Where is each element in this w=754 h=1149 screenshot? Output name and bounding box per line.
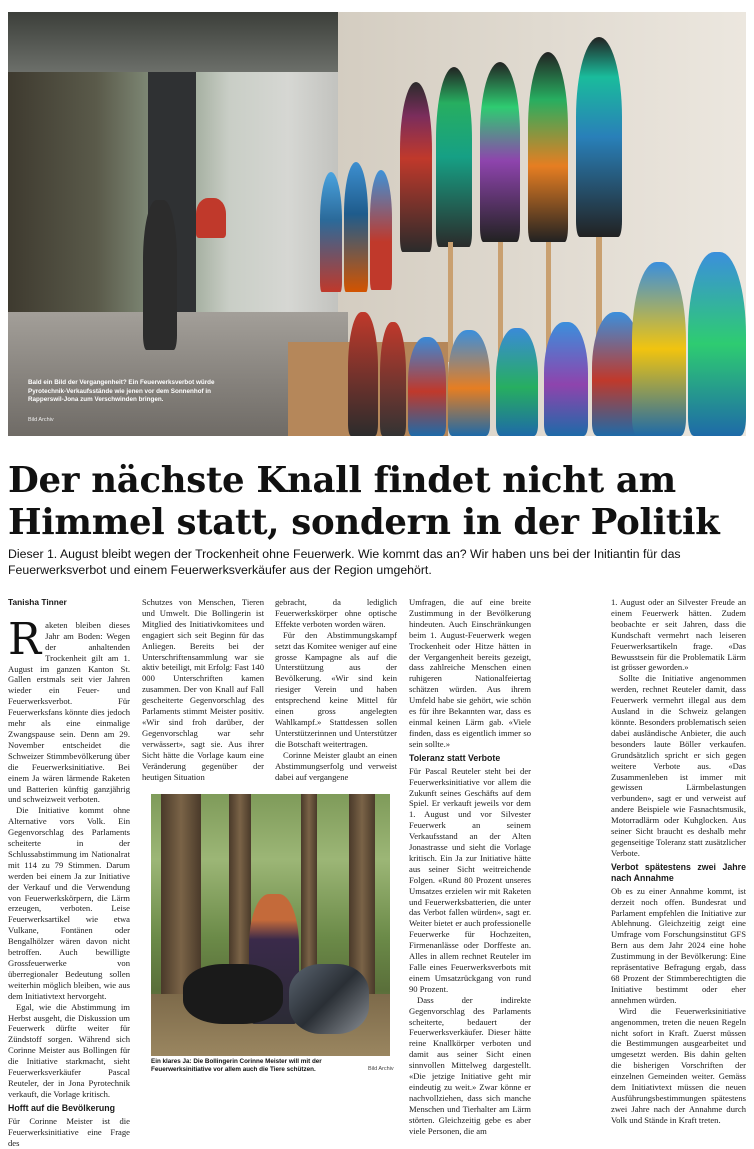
article-paragraph: Schutzes von Menschen, Tieren und Umwelt. Die Bollingerin ist Mitglied des Initiativkomitees und engagiert sich seit Beginn für das Anliegen. Bereits bei der Unterschriftensammlung war sie aktiv beteiligt, mit Erfolg: Fast 140 000 Unterschriften kamen zusammen. Der von Knall auf Fall gescheiterte Gegenvorschlag des Parlaments stimmt Meister positiv. «Wir sind froh darüber, der Gegenvorschlag war sehr verwässert», sagt sie. Aus ihrer Sicht hätte die Vorlage kaum eine Veränderung gegenüber der heutigen Situation — [142, 597, 264, 782]
dropcap: R — [8, 613, 42, 665]
hero-caption: Bald ein Bild der Vergangenheit? Ein Feuerwerksverbot würde Pyrotechnik-Verkaufsstände wie jenen vor dem Sonnenhof in Rapperswil-Jona zum Verschwinden bringen. — [28, 379, 215, 404]
subheading: Toleranz statt Verbote — [409, 752, 501, 763]
hero-credit: Bild Archiv — [28, 417, 54, 423]
rocket-graphic — [400, 82, 432, 252]
portrait-credit: Bild Archiv — [368, 1066, 394, 1072]
hero-photo — [8, 12, 746, 436]
article-paragraph: gebracht, da lediglich Feuerwerkskörper ohne optische Effekte verboten worden wären. — [275, 597, 397, 629]
firework-cone — [632, 262, 686, 436]
article-column-5 — [611, 597, 746, 1126]
article-paragraph: Corinne Meister glaubt an einen Abstimmungserfolg und verweist dabei auf vergangene — [275, 749, 397, 782]
subheading: Verbot spätestens zwei Jahre nach Annahme — [611, 861, 746, 883]
author-byline: Tanisha Tinner — [8, 597, 67, 607]
firework-cone — [348, 312, 378, 436]
article-paragraph: Für Pascal Reuteler steht bei der Feuerwerksinitiative vor allem die Zukunft seines Geschäfts auf dem Spiel. Er verkauft jeweils vor dem 1. August und vor Silvester Feuerwerk an seinem Verkaufsstand an der Alten Jonastrasse und sieht die Vorlage kritisch. Ein Ja zur Initiative hätte aus seiner Sicht weitreichende Folgen. «Rund 80 Prozent unseres Umsatzes erzielen wir mit Raketen und Feuerwerksbatterien, die unter das Verbot fallen würden», sagt er. Weiter bietet er auch professionelle Feuerwerke für Hochzeiten, Firmenanlässe oder Dorffeste an. Alles in allem rechnet Reuteler im Falle eines Feuerwerksverbots mit einem Umsatzrückgang von rund 90 Prozent. — [409, 765, 531, 994]
article-paragraph: Die Initiative kommt ohne Alternative vors Volk. Ein Gegenvorschlag des Parlaments scheiterte in der Schlussabstimmung im Nationalrat mit 114 zu 79 Stimmen. Darum werden bei einem Ja zur Initiative der Verkauf und die Verwendung von Feuerwerkskörpern, die Lärm erzeugen, verboten. Leise Feuerwerksartikel wie etwa Vulkane, Fontänen oder Bengalhölzer wären davon nicht betroffen. Auch bewilligte Grossfeuerwerke von überregionaler Bedeutung sollen weiterhin möglich bleiben, wie aus dem Initiativtext hervorgeht. — [8, 805, 130, 1001]
headline-line-1: Der nächste Knall findet nicht am — [8, 460, 676, 501]
rocket-graphic — [320, 172, 342, 292]
rocket-graphic — [528, 52, 568, 242]
firework-cone — [408, 337, 446, 436]
subheading: Hofft auf die Bevölkerung — [8, 1102, 116, 1113]
firework-cone — [688, 252, 746, 436]
article-paragraph: Für Corinne Meister ist die Feuerwerksinitiative eine Frage des — [8, 1115, 130, 1148]
article-column-2 — [142, 597, 264, 782]
article-column-4 — [409, 597, 531, 1137]
rocket-graphic — [436, 67, 472, 247]
rocket-graphic — [576, 37, 622, 237]
photo-person — [143, 200, 177, 350]
article-paragraph: Ob es zu einer Annahme kommt, ist derzeit noch offen. Bundesrat und Parlament empfehlen die Initiative zur Ablehnung. Gleichzeitig zeigt eine Umfrage vom Forschungsinstitut GFS Bern aus dem Jahr 2024 eine hohe Zustimmung in der Bevölkerung: Eine repräsentative Befragung ergab, dass 68 Prozent der Stimmberechtigten die Initiative bestimmt oder eher annehmen würden. — [611, 885, 746, 1005]
article-column-1 — [8, 597, 130, 1149]
article-paragraph: Egal, wie die Abstimmung im Herbst ausgeht, die Diskussion um Feuerwerk dürfte weiter für Zündstoff sorgen. Während sich Corinne Meister aus Bollingen für die Initiative starkmacht, sieht Feuerwerksverkäufer Pascal Reuteler, der in Jona Pyrotechnik verkauft, die Vorlage kritisch. — [8, 1001, 130, 1099]
portrait-photo — [151, 794, 390, 1056]
photo-dog-black — [183, 964, 283, 1024]
photo-vendor — [196, 198, 226, 238]
article-paragraph: 1. August oder an Silvester Freude an einem Feuerwerk hätten. Zudem beobachte er seit Jahren, dass die Kundschaft vermehrt nach leiseren Feuerwerksartikeln frage. «Das Bewusstsein für die Problematik Lärm ist grösser geworden.» — [611, 597, 746, 673]
firework-cone — [448, 330, 490, 436]
headline-line-2: Himmel statt, sondern in der Politik — [8, 502, 720, 543]
firework-cone — [544, 322, 588, 436]
portrait-caption: Ein klares Ja: Die Bollingerin Corinne Meister will mit der Feuerwerksinitiative vor allem auch die Tiere schützen. — [151, 1058, 322, 1074]
article-paragraph: Wird die Feuerwerksinitiative angenommen, treten die neuen Regeln nicht sofort in Kraft. Zuerst müssen die Bestimmungen ausgearbeitet und umgesetzt werden. Bis dahin gelten die bisherigen Vorschriften der einzelnen Gemeinden weiter. Gemäss dem Initiativtext müssen die neuen Ausführungsbestimmungen spätestens zwei Jahre nach der Annahme durch Volk und Stände in Kraft treten. — [611, 1005, 746, 1125]
firework-cone — [380, 322, 406, 436]
lead-paragraph: Dieser 1. August bleibt wegen der Trockenheit ohne Feuerwerk. Wie kommt das an? Wir haben uns bei der Initiantin für das Feuerwerksverbot und einem Feuerwerksverkäufer aus der Region umgehört. — [8, 547, 681, 577]
rocket-graphic — [344, 162, 368, 292]
firework-cone — [496, 328, 538, 436]
article-paragraph: Für den Abstimmungskampf setzt das Komitee weniger auf eine grosse Kampagne als auf die Unterstützung aus der Bevölkerung. «Wir sind kein riesiger Verein und haben entsprechend keine Mittel für einen gross angelegten Wahlkampf.» Stattdessen sollen Unterstützerinnen und Unterstützer die Botschaft weitertragen. — [275, 629, 397, 749]
article-paragraph: Dass der indirekte Gegenvorschlag des Parlaments scheiterte, bedauert der Feuerwerksverkäufer. Dieser hätte reine Knallkörper verboten und damit aus seiner Sicht einen sinnvollen Mittelweg dargestellt. «Die jetzige Initiative geht mir eindeutig zu weit.» Zwar könne er nachvollziehen, dass sich manche Menschen und Tierhalter am Lärm störten. Gleichzeitig gebe es aber viele Personen, die am — [409, 994, 531, 1136]
headline — [8, 460, 748, 544]
article-column-3 — [275, 597, 397, 782]
rocket-graphic — [480, 62, 520, 242]
article-paragraph: Umfragen, die auf eine breite Zustimmung in der Bevölkerung hindeuten. Auch Einschränkungen beim 1. August-Feuerwerk wegen Trockenheit oder Hitze hätten in der Vergangenheit bereits gezeigt, dass zahlreiche Menschen einen ruhigeren Nationalfeiertag schätzen würden. Aus ihrem Umfeld habe sie gehört, wie schön es für ihre Bekannten war, dass es einmal keinen Lärm gab. «Viele finden, dass es eigentlich immer so sein sollte.» — [409, 597, 531, 749]
rocket-graphic — [370, 170, 392, 290]
photo-dog-merle — [289, 964, 369, 1034]
article-paragraph: Sollte die Initiative angenommen werden, rechnet Reuteler damit, dass Feuerwerk vermehrt illegal aus dem Ausland in die Schweiz gelangen könnte. Besonders problematisch seien dabei ausländische Anbieter, die auch besonders laute Böller verkaufen. Grundsätzlich spricht er sich gegen weitere Verbote aus. «Das Zusammenleben ist immer mit gewissen Lärmbelastungen verbunden», sagt er und verweist auf andere Beispiele wie Fasnachtsmusik, Motorradlärm oder Kuhglocken. Aus seiner Sicht braucht es deshalb mehr gegenseitige Toleranz statt zusätzlicher Verbote. — [611, 673, 746, 858]
article-paragraph: Raketen bleiben dieses Jahr am Boden: Wegen der anhaltenden Trockenheit gilt am 1. August im ganzen Kanton St. Gallen erstmals seit vier Jahren wieder ein Feuer- und Feuerwerksverbot. Für Feuerwerksfans könnte dies jedoch mehr als eine einmalige Zwangspause sein. Denn am 29. November entscheidet die Schweizer Stimmbevölkerung über die Feuerwerksinitiative. Bei einem Ja wären lärmende Raketen und Batterien künftig ganzjährig und schweizweit verboten. — [8, 613, 130, 805]
